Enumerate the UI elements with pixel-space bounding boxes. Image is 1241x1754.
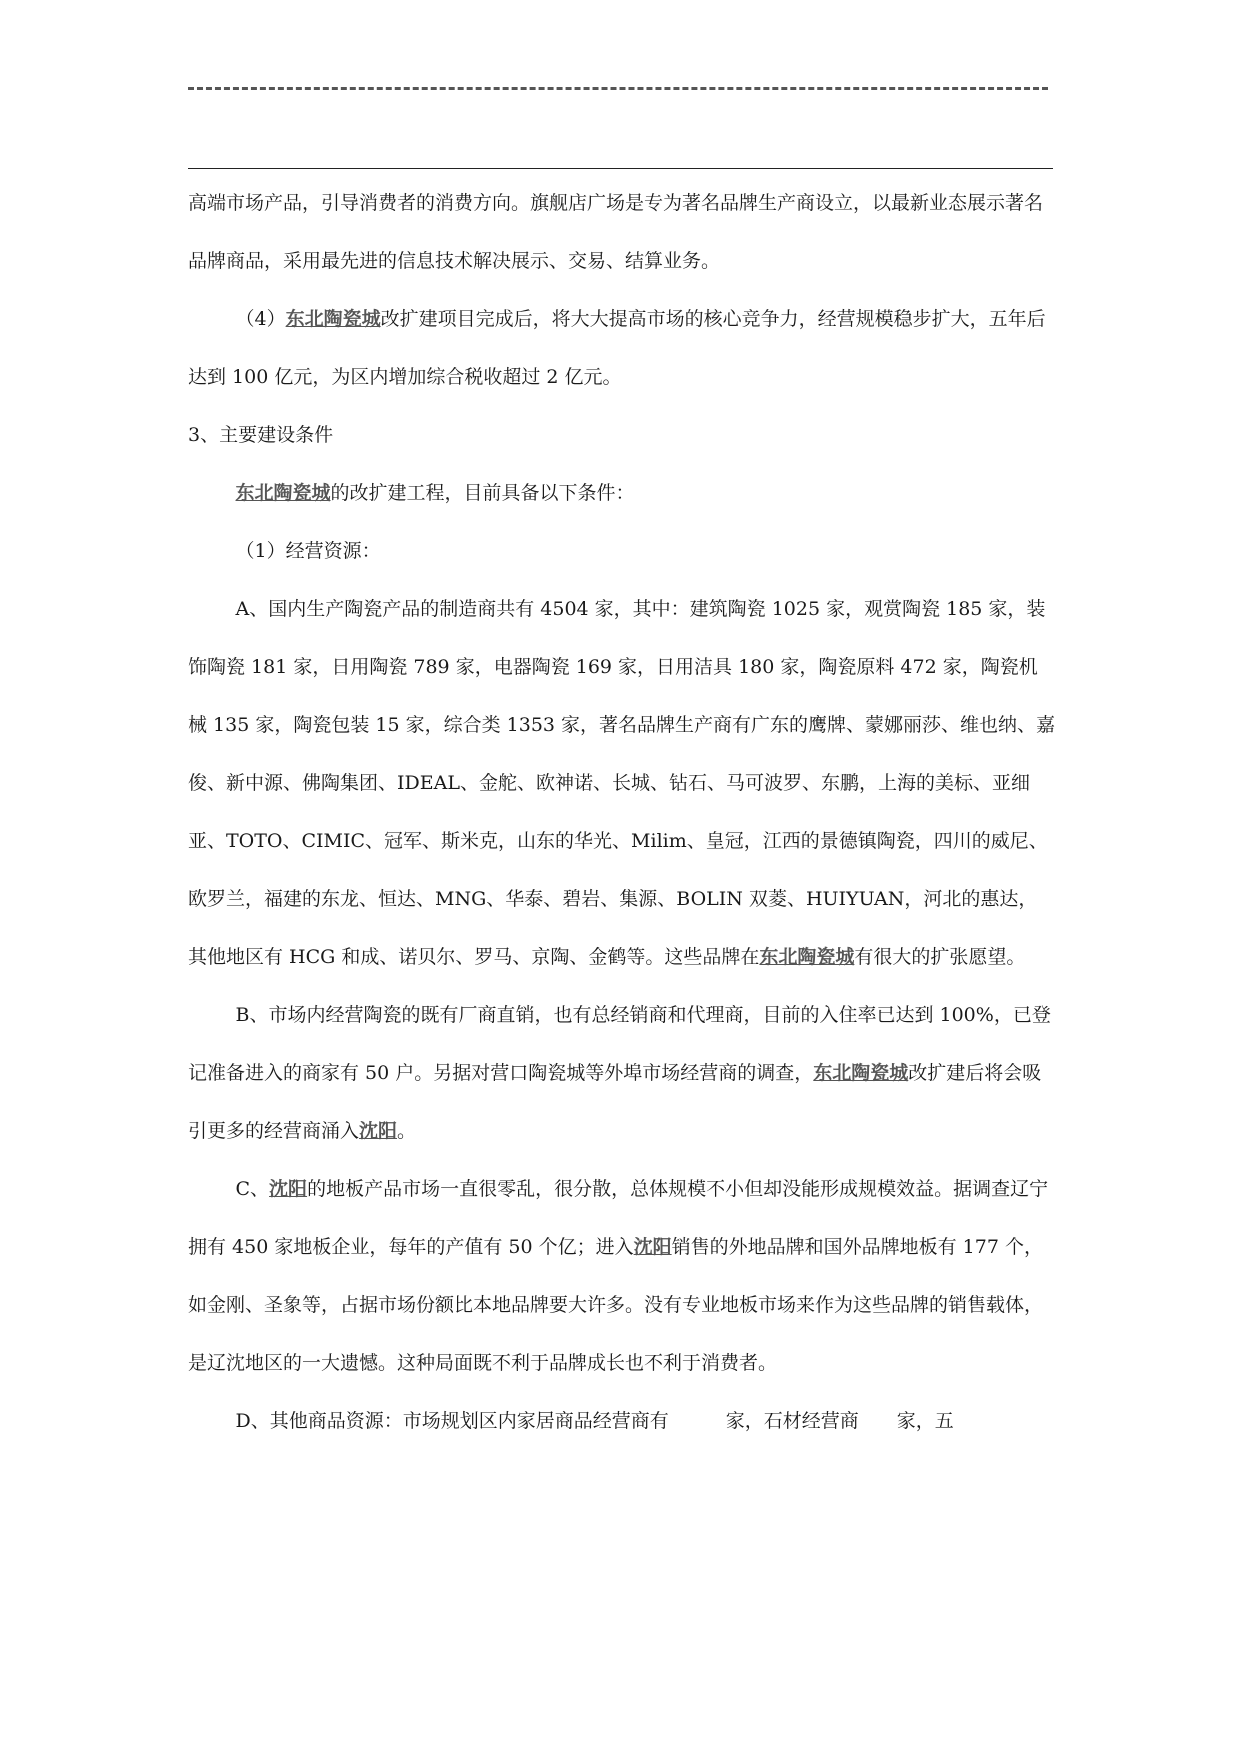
paragraph-text: 改扩建后将会吸引更多的经营商涌入 [188,1062,1042,1142]
paragraph-text: 。 [397,1120,417,1142]
paragraph [188,174,1056,290]
paragraph-text: A、国内生产陶瓷产品的制造商共有 4504 家，其中：建筑陶瓷 1025 家，观赏陶瓷 185 家，装饰陶瓷 181 家，日用陶瓷 789 家，电器陶瓷 169 家，日用洁具 180 家，陶瓷原料 472 家，陶瓷机械 135 家，陶瓷包装 15 家，综合类 1353 家，著名品牌生产商有广东的鹰牌、蒙娜丽莎、维也纳、嘉俊、新中源、佛陶集团、IDEAL、金舵、欧神诺、长城、钻石、马可波罗、东鹏，上海的美标、亚细亚、TOTO、CIMIC、冠军、斯米克，山东的华光、Milim、皇冠，江西的景德镇陶瓷，四川的威尼、欧罗兰，福建的东龙、恒达、MNG、华泰、碧岩、集源、BOLIN 双菱、HUIYUAN，河北的惠达，其他地区有 HCG 和成、诺贝尔、罗马、京陶、金鹤等。这些品牌在 [188,598,1056,968]
header-rule [188,168,1053,169]
paragraph-text: 销售的外地品牌和国外品牌地板有 177 个，如金刚、圣象等，占据市场份额比本地品牌要大许多。没有专业地板市场来作为这些品牌的销售载体，是辽沈地区的一大遗憾。这种局面既不利于品牌成长也不利于消费者。 [188,1236,1044,1374]
keyword-link[interactable]: 东北陶瓷城 [759,946,855,968]
paragraph-text: 3、主要建设条件 [188,424,334,446]
keyword-link[interactable]: 东北陶瓷城 [813,1062,909,1084]
paragraph [188,290,1056,406]
paragraph-text: C、 [235,1178,270,1200]
paragraph-text: 高端市场产品，引导消费者的消费方向。旗舰店广场是专为著名品牌生产商设立，以最新业态展示著名品牌商品，采用最先进的信息技术解决展示、交易、结算业务。 [188,192,1044,272]
document-body [188,174,1056,1450]
paragraph-text: 的改扩建工程，目前具备以下条件： [330,482,635,504]
paragraph [188,986,1056,1160]
paragraph-text: （1）经营资源： [235,540,381,562]
paragraph-text: 有很大的扩张愿望。 [854,946,1026,968]
paragraph-text: 改扩建项目完成后，将大大提高市场的核心竞争力，经营规模稳步扩大，五年后达到 100 亿元，为区内增加综合税收超过 2 亿元。 [188,308,1046,388]
header-dashed-line [188,87,1048,90]
paragraph-text: D、其他商品资源：市场规划区内家居商品经营商有 家，石材经营商 家，五 [235,1410,954,1432]
keyword-link[interactable]: 沈阳 [359,1120,398,1142]
paragraph [188,1160,1056,1392]
paragraph [188,406,1056,464]
paragraph [188,522,1056,580]
keyword-link[interactable]: 东北陶瓷城 [285,308,381,330]
paragraph-text: 的地板产品市场一直很零乱，很分散，总体规模不小但却没能形成规模效益。据调查辽宁拥有 450 家地板企业，每年的产值有 50 个亿；进入 [188,1178,1049,1258]
paragraph-text: B、市场内经营陶瓷的既有厂商直销，也有总经销商和代理商，目前的入住率已达到 100%，已登记准备进入的商家有 50 户。另据对营口陶瓷城等外埠市场经营商的调查， [188,1004,1051,1084]
paragraph-text: （4） [235,308,286,330]
paragraph [188,464,1056,522]
paragraph [188,1392,1056,1450]
keyword-link[interactable]: 沈阳 [269,1178,308,1200]
keyword-link[interactable]: 东北陶瓷城 [235,482,331,504]
paragraph [188,580,1056,986]
keyword-link[interactable]: 沈阳 [633,1236,672,1258]
